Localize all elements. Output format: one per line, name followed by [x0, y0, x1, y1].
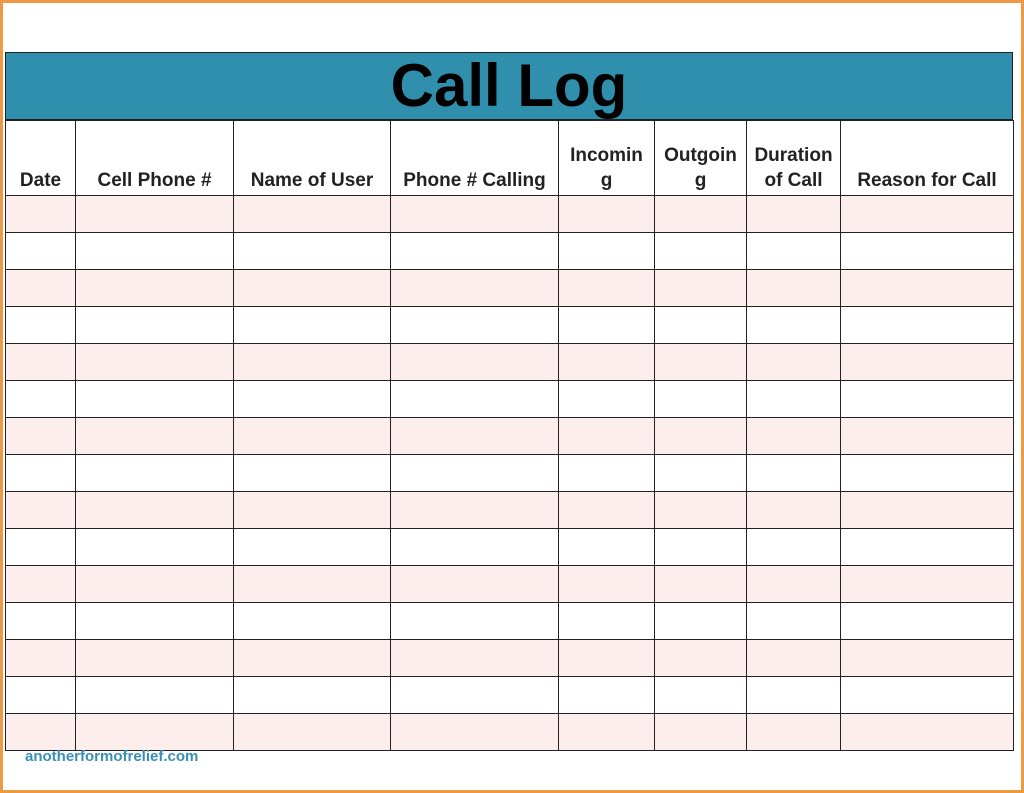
table-cell-cell-phone[interactable]: [76, 603, 234, 640]
table-row: [6, 344, 1014, 381]
table-cell-name-of-user[interactable]: [234, 381, 391, 418]
table-cell-incoming[interactable]: [559, 714, 655, 751]
table-cell-reason[interactable]: [841, 566, 1014, 603]
table-cell-name-of-user[interactable]: [234, 714, 391, 751]
column-header-line: Cell Phone #: [97, 170, 212, 191]
table-cell-duration[interactable]: [747, 566, 841, 603]
table-cell-duration[interactable]: [747, 492, 841, 529]
table-cell-phone-calling[interactable]: [391, 381, 559, 418]
table-cell-phone-calling[interactable]: [391, 418, 559, 455]
column-header-duration: [747, 121, 841, 196]
table-cell-phone-calling[interactable]: [391, 640, 559, 677]
table-cell-duration[interactable]: [747, 677, 841, 714]
table-cell-duration[interactable]: [747, 455, 841, 492]
table-cell-outgoing[interactable]: [655, 492, 747, 529]
table-row: [6, 196, 1014, 233]
table-row: [6, 270, 1014, 307]
table-cell-incoming[interactable]: [559, 640, 655, 677]
table-cell-incoming[interactable]: [559, 603, 655, 640]
table-cell-outgoing[interactable]: [655, 418, 747, 455]
table-cell-duration[interactable]: [747, 529, 841, 566]
table-cell-date[interactable]: [6, 307, 76, 344]
table-cell-cell-phone[interactable]: [76, 566, 234, 603]
table-cell-date[interactable]: [6, 196, 76, 233]
table-cell-duration[interactable]: [747, 270, 841, 307]
table-cell-name-of-user[interactable]: [234, 677, 391, 714]
table-cell-duration[interactable]: [747, 233, 841, 270]
table-cell-phone-calling[interactable]: [391, 307, 559, 344]
table-cell-name-of-user[interactable]: [234, 640, 391, 677]
table-cell-incoming[interactable]: [559, 566, 655, 603]
table-cell-outgoing[interactable]: [655, 270, 747, 307]
table-cell-name-of-user[interactable]: [234, 455, 391, 492]
table-cell-duration[interactable]: [747, 714, 841, 751]
column-header-name-of-user: [234, 121, 391, 196]
column-header-reason: [841, 121, 1014, 196]
table-cell-phone-calling[interactable]: [391, 344, 559, 381]
column-header-line: of Call: [764, 170, 823, 191]
table-cell-incoming[interactable]: [559, 492, 655, 529]
table-cell-phone-calling[interactable]: [391, 714, 559, 751]
table-cell-cell-phone[interactable]: [76, 529, 234, 566]
page-title: Call Log: [390, 52, 628, 119]
table-cell-reason[interactable]: [841, 529, 1014, 566]
table-cell-reason[interactable]: [841, 677, 1014, 714]
table-header: [6, 121, 1014, 196]
table-cell-outgoing[interactable]: [655, 640, 747, 677]
table-cell-incoming[interactable]: [559, 233, 655, 270]
table-cell-date[interactable]: [6, 640, 76, 677]
table-cell-cell-phone[interactable]: [76, 455, 234, 492]
table-cell-reason[interactable]: [841, 455, 1014, 492]
table-cell-reason[interactable]: [841, 344, 1014, 381]
table-cell-incoming[interactable]: [559, 418, 655, 455]
table-cell-outgoing[interactable]: [655, 603, 747, 640]
table-cell-phone-calling[interactable]: [391, 566, 559, 603]
table-cell-name-of-user[interactable]: [234, 270, 391, 307]
table-cell-outgoing[interactable]: [655, 566, 747, 603]
table-row: [6, 307, 1014, 344]
call-log-table: [5, 120, 1014, 751]
column-header-line: Outgoin: [664, 145, 737, 166]
table-cell-date[interactable]: [6, 566, 76, 603]
table-row: [6, 381, 1014, 418]
table-cell-outgoing[interactable]: [655, 196, 747, 233]
table-cell-reason[interactable]: [841, 492, 1014, 529]
table-cell-reason[interactable]: [841, 307, 1014, 344]
table-row: [6, 566, 1014, 603]
table-cell-outgoing[interactable]: [655, 307, 747, 344]
column-header-outgoing: [655, 121, 747, 196]
table-row: [6, 603, 1014, 640]
table-cell-cell-phone[interactable]: [76, 196, 234, 233]
table-cell-outgoing[interactable]: [655, 677, 747, 714]
table-cell-cell-phone[interactable]: [76, 492, 234, 529]
table-cell-incoming[interactable]: [559, 677, 655, 714]
table-cell-cell-phone[interactable]: [76, 270, 234, 307]
table-row: [6, 455, 1014, 492]
table-cell-duration[interactable]: [747, 603, 841, 640]
table-cell-reason[interactable]: [841, 381, 1014, 418]
table-cell-duration[interactable]: [747, 196, 841, 233]
column-header-line: g: [600, 170, 613, 191]
table-cell-incoming[interactable]: [559, 455, 655, 492]
table-cell-date[interactable]: [6, 714, 76, 751]
table-cell-cell-phone[interactable]: [76, 714, 234, 751]
table-cell-outgoing[interactable]: [655, 233, 747, 270]
table-cell-name-of-user[interactable]: [234, 196, 391, 233]
table-cell-reason[interactable]: [841, 714, 1014, 751]
table-cell-name-of-user[interactable]: [234, 307, 391, 344]
table-cell-cell-phone[interactable]: [76, 677, 234, 714]
table-cell-phone-calling[interactable]: [391, 529, 559, 566]
table-cell-outgoing[interactable]: [655, 529, 747, 566]
table-cell-cell-phone[interactable]: [76, 640, 234, 677]
table-cell-incoming[interactable]: [559, 307, 655, 344]
column-header-cell-phone: [76, 121, 234, 196]
table-cell-name-of-user[interactable]: [234, 566, 391, 603]
table-cell-reason[interactable]: [841, 603, 1014, 640]
table-cell-name-of-user[interactable]: [234, 233, 391, 270]
column-header-incoming: [559, 121, 655, 196]
table-cell-cell-phone[interactable]: [76, 344, 234, 381]
table-cell-cell-phone[interactable]: [76, 307, 234, 344]
table-cell-date[interactable]: [6, 270, 76, 307]
table-cell-duration[interactable]: [747, 640, 841, 677]
table-cell-duration[interactable]: [747, 344, 841, 381]
table-cell-phone-calling[interactable]: [391, 677, 559, 714]
table-cell-cell-phone[interactable]: [76, 233, 234, 270]
table-row: [6, 233, 1014, 270]
table-cell-outgoing[interactable]: [655, 344, 747, 381]
table-cell-date[interactable]: [6, 418, 76, 455]
table-cell-reason[interactable]: [841, 233, 1014, 270]
table-cell-duration[interactable]: [747, 418, 841, 455]
table-cell-reason[interactable]: [841, 640, 1014, 677]
footer-brand: anotherformofrelief.com: [25, 748, 199, 765]
column-header-line: Phone # Calling: [403, 170, 546, 191]
table-cell-outgoing[interactable]: [655, 455, 747, 492]
table-cell-reason[interactable]: [841, 270, 1014, 307]
table-cell-date[interactable]: [6, 603, 76, 640]
table-cell-incoming[interactable]: [559, 529, 655, 566]
table-cell-incoming[interactable]: [559, 344, 655, 381]
table-cell-name-of-user[interactable]: [234, 344, 391, 381]
title-bar: [5, 52, 1013, 120]
table-cell-date[interactable]: [6, 529, 76, 566]
table-row: [6, 418, 1014, 455]
table-cell-outgoing[interactable]: [655, 381, 747, 418]
table-cell-duration[interactable]: [747, 381, 841, 418]
table-row: [6, 529, 1014, 566]
table-cell-cell-phone[interactable]: [76, 381, 234, 418]
table-cell-date[interactable]: [6, 233, 76, 270]
table-cell-date[interactable]: [6, 677, 76, 714]
table-cell-phone-calling[interactable]: [391, 455, 559, 492]
table-cell-cell-phone[interactable]: [76, 418, 234, 455]
column-header-line: Date: [19, 170, 62, 191]
table-row: [6, 640, 1014, 677]
table-cell-name-of-user[interactable]: [234, 492, 391, 529]
table-cell-name-of-user[interactable]: [234, 529, 391, 566]
table-cell-reason[interactable]: [841, 196, 1014, 233]
table-body: [6, 196, 1014, 751]
table-cell-name-of-user[interactable]: [234, 418, 391, 455]
table-row: [6, 714, 1014, 751]
table-cell-reason[interactable]: [841, 418, 1014, 455]
table-cell-phone-calling[interactable]: [391, 492, 559, 529]
table-cell-phone-calling[interactable]: [391, 196, 559, 233]
column-header-line: Reason for Call: [857, 170, 997, 191]
table-cell-date[interactable]: [6, 381, 76, 418]
column-header-date: [6, 121, 76, 196]
table-cell-phone-calling[interactable]: [391, 270, 559, 307]
column-header-line: g: [694, 170, 707, 191]
column-header-line: Incomin: [570, 145, 643, 166]
table-cell-duration[interactable]: [747, 307, 841, 344]
table-cell-outgoing[interactable]: [655, 714, 747, 751]
table-cell-incoming[interactable]: [559, 196, 655, 233]
table-cell-incoming[interactable]: [559, 381, 655, 418]
table-cell-date[interactable]: [6, 492, 76, 529]
table-row: [6, 677, 1014, 714]
table-cell-phone-calling[interactable]: [391, 603, 559, 640]
table-row: [6, 492, 1014, 529]
column-header-phone-calling: [391, 121, 559, 196]
header-row: [6, 121, 1014, 196]
table-cell-date[interactable]: [6, 455, 76, 492]
column-header-line: Name of User: [250, 170, 374, 191]
table-cell-incoming[interactable]: [559, 270, 655, 307]
column-header-line: Duration: [754, 145, 833, 166]
table-cell-name-of-user[interactable]: [234, 603, 391, 640]
table-cell-date[interactable]: [6, 344, 76, 381]
table-cell-phone-calling[interactable]: [391, 233, 559, 270]
